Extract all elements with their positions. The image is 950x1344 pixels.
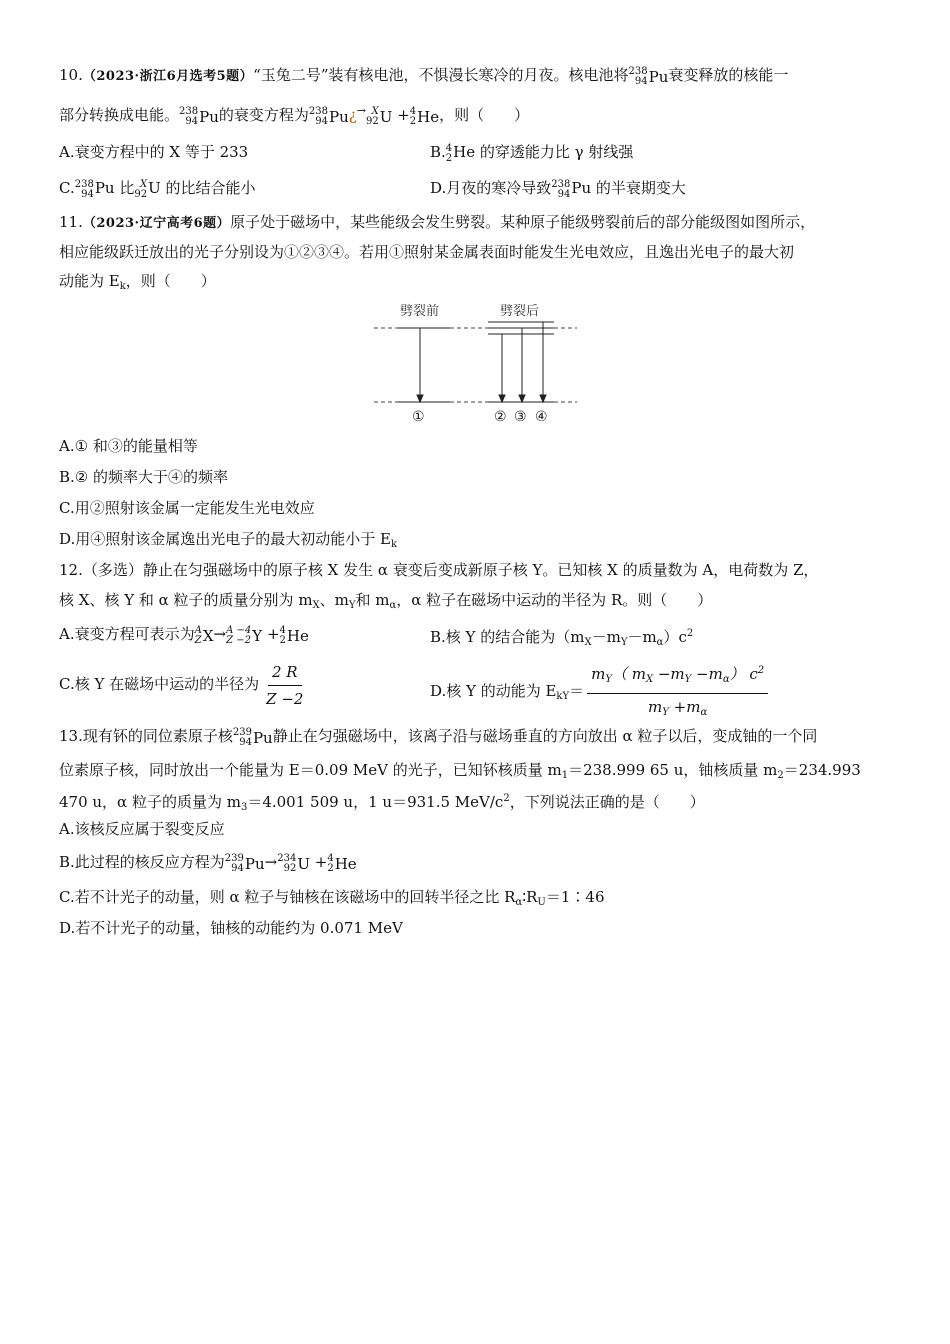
subscript: Y xyxy=(662,707,669,718)
transition-3-arrowhead xyxy=(519,395,525,402)
subscript: 3 xyxy=(240,802,248,813)
q11-line-2: 相应能级跃迁放出的光子分别设为①②③④。若用①照射某金属表面时能发生光电效应，且逸出光电子的最大初 xyxy=(59,243,795,261)
option-text: C.核 Y 在磁场中运动的半径为 xyxy=(59,675,260,693)
element-symbol: Pu xyxy=(244,854,265,873)
term: ） c xyxy=(729,665,758,683)
subscript: k xyxy=(119,281,126,292)
q10-equation-pu xyxy=(309,104,349,129)
option-text: －m xyxy=(627,628,657,646)
q11-text: 动能为 E xyxy=(59,272,120,290)
element-symbol: Pu xyxy=(328,107,349,126)
plus-sign: + xyxy=(266,625,280,643)
option-text-end: Pu 的半衰期变大 xyxy=(571,179,686,197)
element-symbol: He xyxy=(334,854,357,873)
mass-number: 238 xyxy=(179,105,199,117)
element-symbol: He xyxy=(417,107,440,126)
mass-number: X xyxy=(371,105,379,117)
q10-he-nuclide xyxy=(410,104,439,129)
q12-option-c xyxy=(59,660,310,710)
q13-line-1 xyxy=(59,724,817,750)
atomic-number: 94 xyxy=(239,736,252,748)
q10-option-b xyxy=(430,140,633,165)
label-4: ④ xyxy=(535,409,548,425)
q10-option-a: A.衰变方程中的 X 等于 233 xyxy=(59,143,249,161)
q12-text: 、m xyxy=(319,591,349,609)
pu-nuclide xyxy=(551,177,571,201)
q13-text-end: ，下列说法正确的是（ ） xyxy=(509,793,705,811)
q12-option-a xyxy=(59,622,309,648)
element-symbol: Pu xyxy=(252,728,273,747)
subscript: α xyxy=(389,600,397,611)
q11-text: 原子处于磁场中，某些能级会发生劈裂。某种原子能级劈裂前后的部分能级图如图所示， xyxy=(230,213,816,231)
pu-nuclide xyxy=(233,725,273,750)
small-arrow: → xyxy=(356,104,367,117)
option-text: －m xyxy=(591,628,621,646)
mass-number: 239 xyxy=(232,726,252,738)
atomic-number: 2 xyxy=(445,153,453,164)
q11-text-end: ，则（ ） xyxy=(125,272,216,290)
atomic-number: Z xyxy=(194,634,202,646)
q13-text: 位素原子核，同时放出一个能量为 E＝0.09 MeV 的光子，已知钚核质量 m xyxy=(59,761,562,779)
fraction-numerator: 2 R xyxy=(268,661,302,686)
he-nuclide xyxy=(327,851,356,876)
option-text: D.月夜的寒冷导致 xyxy=(430,179,552,197)
mass-number: 4 xyxy=(409,105,417,117)
q13-option-a: A.该核反应属于裂变反应 xyxy=(59,820,225,838)
atomic-number: 92 xyxy=(366,115,379,127)
fraction-denominator: Z −2 xyxy=(266,689,304,708)
q12-line-1: 12.（多选）静止在匀强磁场中的原子核 X 发生 α 衰变后变成新原子核 Y。已知核 X 的质量数为 A，电荷数为 Z， xyxy=(59,561,819,579)
transition-4-arrowhead xyxy=(540,395,546,402)
mass-number: 239 xyxy=(224,852,244,864)
q10-option-d xyxy=(430,176,686,201)
option-text: D.用④照射该金属逸出光电子的最大初动能小于 E xyxy=(59,530,391,548)
atomic-number: 94 xyxy=(185,115,199,127)
element-symbol: He xyxy=(286,626,309,645)
q13-text: ＝238.999 65 u，铀核质量 m xyxy=(568,761,778,779)
mass-number: 4 xyxy=(445,143,453,154)
element-symbol: Pu xyxy=(199,107,219,126)
subscript: α xyxy=(515,897,523,908)
label-3: ③ xyxy=(514,409,527,425)
glitch-char: ¿ xyxy=(348,106,357,124)
superscript: 2 xyxy=(686,628,694,639)
radius-fraction xyxy=(262,661,307,710)
q11-option-d xyxy=(59,527,397,557)
he-nuclide xyxy=(446,141,453,165)
element-symbol: U xyxy=(297,854,310,873)
q10-number: 10. xyxy=(59,66,83,84)
subscript: Y xyxy=(348,600,356,611)
q12-line-2 xyxy=(59,588,712,618)
q10-text: “玉兔二号”装有核电池，不惧漫长寒冷的月夜。核电池将 xyxy=(253,66,629,84)
label-after-split: 劈裂后 xyxy=(500,304,540,319)
u-nuclide xyxy=(277,851,310,876)
label-before-split: 劈裂前 xyxy=(400,304,440,319)
option-text: He 的穿透能力比 γ 射线强 xyxy=(453,143,634,161)
mass-number: A xyxy=(194,624,202,636)
q13-text: ＝4.001 509 u，1 u＝931.5 MeV/c xyxy=(247,793,504,811)
superscript: 2 xyxy=(757,665,765,676)
q10-pu-nuclide-2 xyxy=(179,104,219,129)
atomic-number: 94 xyxy=(81,189,94,200)
pu-nuclide xyxy=(225,851,265,876)
q11-option-b: B.② 的频率大于④的频率 xyxy=(59,468,229,486)
q10-text-end: 衰变释放的核能一 xyxy=(668,66,789,84)
he-nuclide xyxy=(280,623,309,648)
arrow-sign: → xyxy=(213,625,227,643)
q11-source: （2023·辽宁高考6题） xyxy=(82,216,231,231)
q12-text: 和 m xyxy=(355,591,390,609)
subscript: X xyxy=(312,600,320,611)
subscript: Y xyxy=(684,674,692,685)
option-text: ）c xyxy=(663,628,687,646)
q13-line-2 xyxy=(59,758,861,788)
subscript: X xyxy=(645,674,654,685)
q10-line-1 xyxy=(59,63,788,89)
q13-line-3 xyxy=(59,787,705,820)
mass-number: 238 xyxy=(74,179,94,190)
q10-source: （2023·浙江6月选考5题） xyxy=(82,69,254,84)
fraction-numerator xyxy=(587,660,768,694)
q13-text-end: 静止在匀强磁场中，该离子沿与磁场垂直的方向放出 α 粒子以后，变成铀的一个同 xyxy=(272,727,818,745)
kinetic-energy-fraction xyxy=(587,660,768,724)
q10-text-2: 部分转换成电能。 xyxy=(59,106,180,124)
mass-number: 4 xyxy=(279,624,286,636)
element-symbol: Y xyxy=(252,626,263,645)
superscript: 2 xyxy=(503,793,510,804)
subscript: 2 xyxy=(777,770,784,781)
q13-text: 470 u，α 粒子的质量为 m xyxy=(59,793,241,811)
label-1: ① xyxy=(412,409,425,425)
term: −m xyxy=(691,665,723,683)
q13-option-d: D.若不计光子的动量，铀核的动能约为 0.071 MeV xyxy=(59,919,403,937)
x-nuclide xyxy=(195,623,214,648)
arrow-sign: → xyxy=(264,853,278,871)
q10-end: ，则（ ） xyxy=(439,106,530,124)
atomic-number: 94 xyxy=(315,115,328,127)
option-label: B. xyxy=(430,143,446,161)
plus-sign: + xyxy=(397,106,410,124)
u-nuclide xyxy=(134,177,148,201)
label-2: ② xyxy=(494,409,507,425)
subscript: Y xyxy=(620,637,628,648)
q13-option-b xyxy=(59,850,357,876)
q12-option-b xyxy=(430,622,693,655)
atomic-number: 92 xyxy=(134,189,148,200)
subscript: α xyxy=(700,707,708,718)
atomic-number: Z −2 xyxy=(226,634,251,646)
option-text: Pu 比 xyxy=(94,179,135,197)
option-text: ∶R xyxy=(522,888,538,906)
option-text: B.此过程的核反应方程为 xyxy=(59,853,225,871)
q11-number: 11. xyxy=(59,213,83,231)
plus-sign: + xyxy=(314,853,328,871)
term: m xyxy=(648,698,663,716)
transition-1-arrowhead xyxy=(417,395,423,402)
q13-option-c xyxy=(59,885,605,915)
y-nuclide xyxy=(226,623,262,648)
q10-u-nuclide xyxy=(366,104,392,129)
q10-pu-nuclide xyxy=(629,64,669,89)
option-label: C. xyxy=(59,179,75,197)
fraction-denominator xyxy=(644,694,711,724)
q13-text: 13.现有钚的同位素原子核 xyxy=(59,727,233,745)
term: m xyxy=(591,665,606,683)
term: −m xyxy=(653,665,685,683)
option-text: C.若不计光子的动量，则 α 粒子与铀核在该磁场中的回转半径之比 R xyxy=(59,888,516,906)
mass-number: A −4 xyxy=(226,624,252,636)
q11-line-3 xyxy=(59,269,216,299)
option-text-end: U 的比结合能小 xyxy=(148,179,256,197)
mass-number: 234 xyxy=(277,852,297,864)
q10-line-2 xyxy=(59,99,529,129)
atomic-number: 94 xyxy=(634,75,648,87)
q10-mid: 的衰变方程为 xyxy=(218,106,309,124)
subscript: α xyxy=(722,674,730,685)
q10-option-c xyxy=(59,176,256,201)
element-symbol: U xyxy=(379,107,393,126)
subscript: U xyxy=(537,897,546,908)
atomic-number: 2 xyxy=(279,634,286,646)
option-text-end: ＝1∶46 xyxy=(545,888,605,906)
subscript: Y xyxy=(605,674,612,685)
atomic-number: 94 xyxy=(557,189,571,200)
subscript: X xyxy=(584,637,592,648)
subscript: α xyxy=(656,637,664,648)
q11-option-a: A.① 和③的能量相等 xyxy=(59,437,198,455)
term: （ m xyxy=(611,665,646,683)
mass-number: 238 xyxy=(628,65,648,77)
q12-text-end: ，α 粒子在磁场中运动的半径为 R。则（ ） xyxy=(396,591,713,609)
atomic-number: 2 xyxy=(327,862,334,874)
atomic-number: 92 xyxy=(283,862,297,874)
subscript: kY xyxy=(556,691,570,702)
mass-number: 4 xyxy=(327,852,334,864)
atomic-number: 2 xyxy=(409,115,417,127)
term: +m xyxy=(668,698,701,716)
mass-number: 238 xyxy=(551,179,571,190)
q12-option-d xyxy=(430,660,771,724)
atomic-number: 94 xyxy=(231,862,244,874)
element-symbol: Pu xyxy=(648,67,669,86)
subscript: k xyxy=(390,539,398,550)
energy-level-diagram xyxy=(372,296,582,428)
mass-number: 238 xyxy=(308,105,328,117)
q12-text: 核 X、核 Y 和 α 粒子的质量分别为 m xyxy=(59,591,313,609)
pu-nuclide xyxy=(75,177,95,201)
q13-text-end: ＝234.993 xyxy=(783,761,861,779)
subscript: 1 xyxy=(561,770,569,781)
equals-sign: ＝ xyxy=(569,682,585,700)
q11-option-c: C.用②照射该金属一定能发生光电效应 xyxy=(59,499,315,517)
mass-number: X xyxy=(139,179,148,190)
q11-line-1 xyxy=(59,210,815,236)
element-symbol: X xyxy=(202,626,214,645)
option-text: B.核 Y 的结合能为（m xyxy=(430,628,585,646)
transition-2-arrowhead xyxy=(499,395,505,402)
option-text: D.核 Y 的动能为 E xyxy=(430,682,557,700)
option-text: A.衰变方程可表示为 xyxy=(59,625,195,643)
